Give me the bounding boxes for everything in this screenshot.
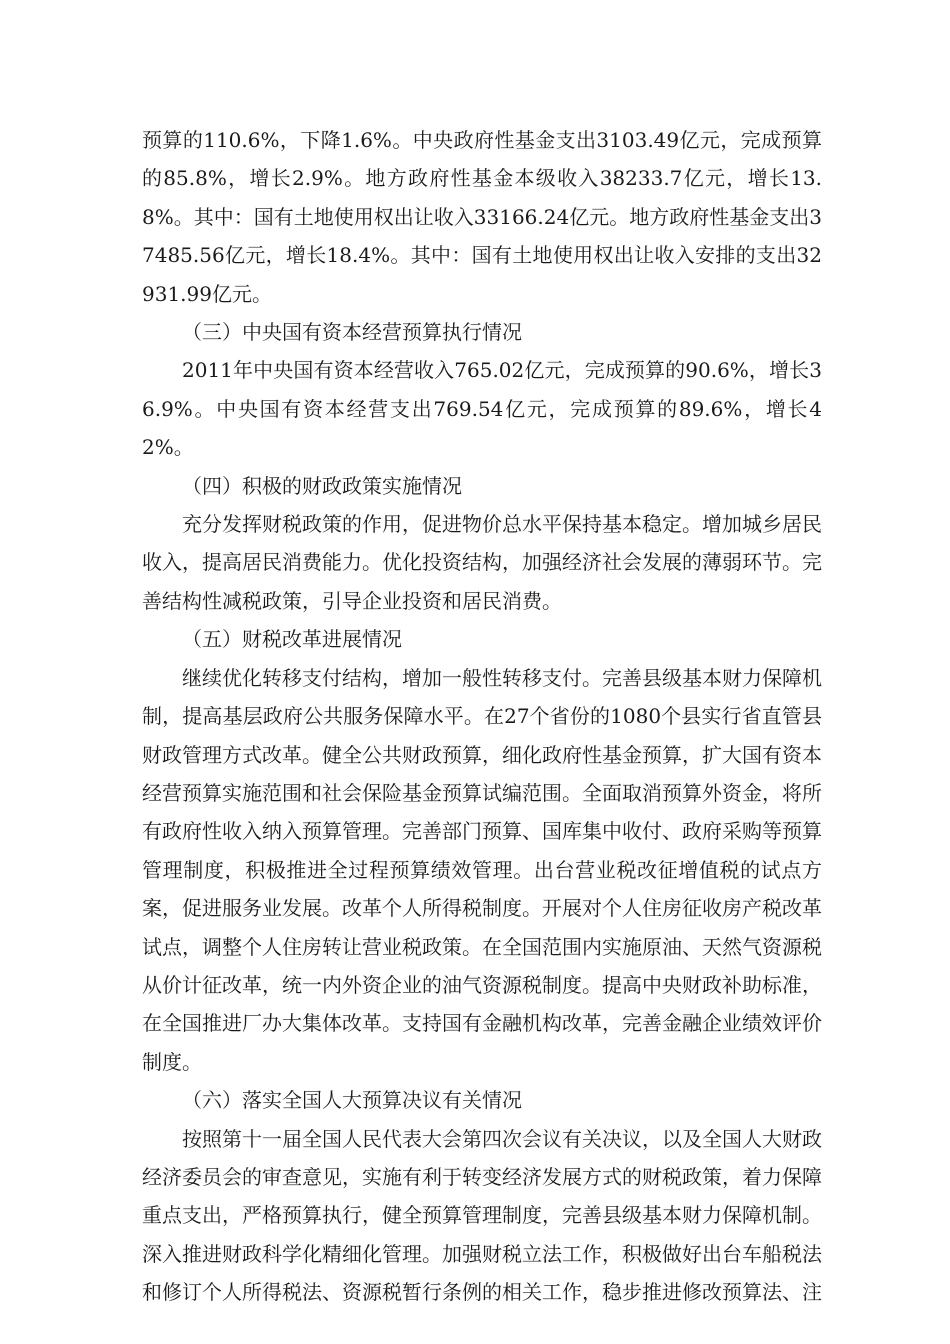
paragraph-fiscal-policy: 充分发挥财税政策的作用，促进物价总水平保持基本稳定。增加城乡居民收入，提高居民消费能力。优化投资结构，加强经济社会发展的薄弱环节。完善结构性减税政策，引导企业投资和居民消费。	[142, 512, 822, 613]
paragraph-fund-budget: 预算的110.6%，下降1.6%。中央政府性基金支出3103.49亿元，完成预算的85.8%，增长2.9%。地方政府性基金本级收入38233.7亿元，增长13.8%。其中：国有土地使用权出让收入33166.24亿元。地方政府性基金支出37485.56亿元，增长18.4%。其中：国有土地使用权出让收入安排的支出32931.99亿元。	[142, 128, 822, 306]
section-heading-3: （三）中央国有资本经营预算执行情况	[182, 320, 522, 345]
document-body	[142, 121, 822, 1312]
section-heading-5: （五）财税改革进展情况	[182, 627, 402, 652]
paragraph-tax-reform: 继续优化转移支付结构，增加一般性转移支付。完善县级基本财力保障机制，提高基层政府公共服务保障水平。在27个省份的1080个县实行省直管县财政管理方式改革。健全公共财政预算，细化政府性基金预算，扩大国有资本经营预算实施范围和社会保险基金预算试编范围。全面取消预算外资金，将所有政府性收入纳入预算管理。完善部门预算、国库集中收付、政府采购等预算管理制度，积极推进全过程预算绩效管理。出台营业税改征增值税的试点方案，促进服务业发展。改革个人所得税制度。开展对个人住房征收房产税改革试点，调整个人住房转让营业税政策。在全国范围内实施原油、天然气资源税从价计征改革，统一内外资企业的油气资源税制度。提高中央财政补助标准，在全国推进厂办大集体改革。支持国有金融机构改革，完善金融企业绩效评价制度。	[142, 665, 822, 1074]
paragraph-npc-resolution: 按照第十一届全国人民代表大会第四次会议有关决议，以及全国人大财政经济委员会的审查意见，实施有利于转变经济发展方式的财税政策，着力保障重点支出，严格预算执行，健全预算管理制度，完善县级基本财力保障机制。深入推进财政科学化精细化管理。加强财税立法工作，积极做好出台车船税法和修订个人所得税法、资源税暂行条例的相关工作，稳步推进修改预算法、注	[142, 1126, 822, 1305]
section-heading-4: （四）积极的财政政策实施情况	[182, 473, 462, 498]
paragraph-state-capital: 2011年中央国有资本经营收入765.02亿元，完成预算的90.6%，增长36.9%。中央国有资本经营支出769.54亿元，完成预算的89.6%，增长42%。	[142, 358, 822, 460]
section-heading-6: （六）落实全国人大预算决议有关情况	[182, 1088, 522, 1113]
